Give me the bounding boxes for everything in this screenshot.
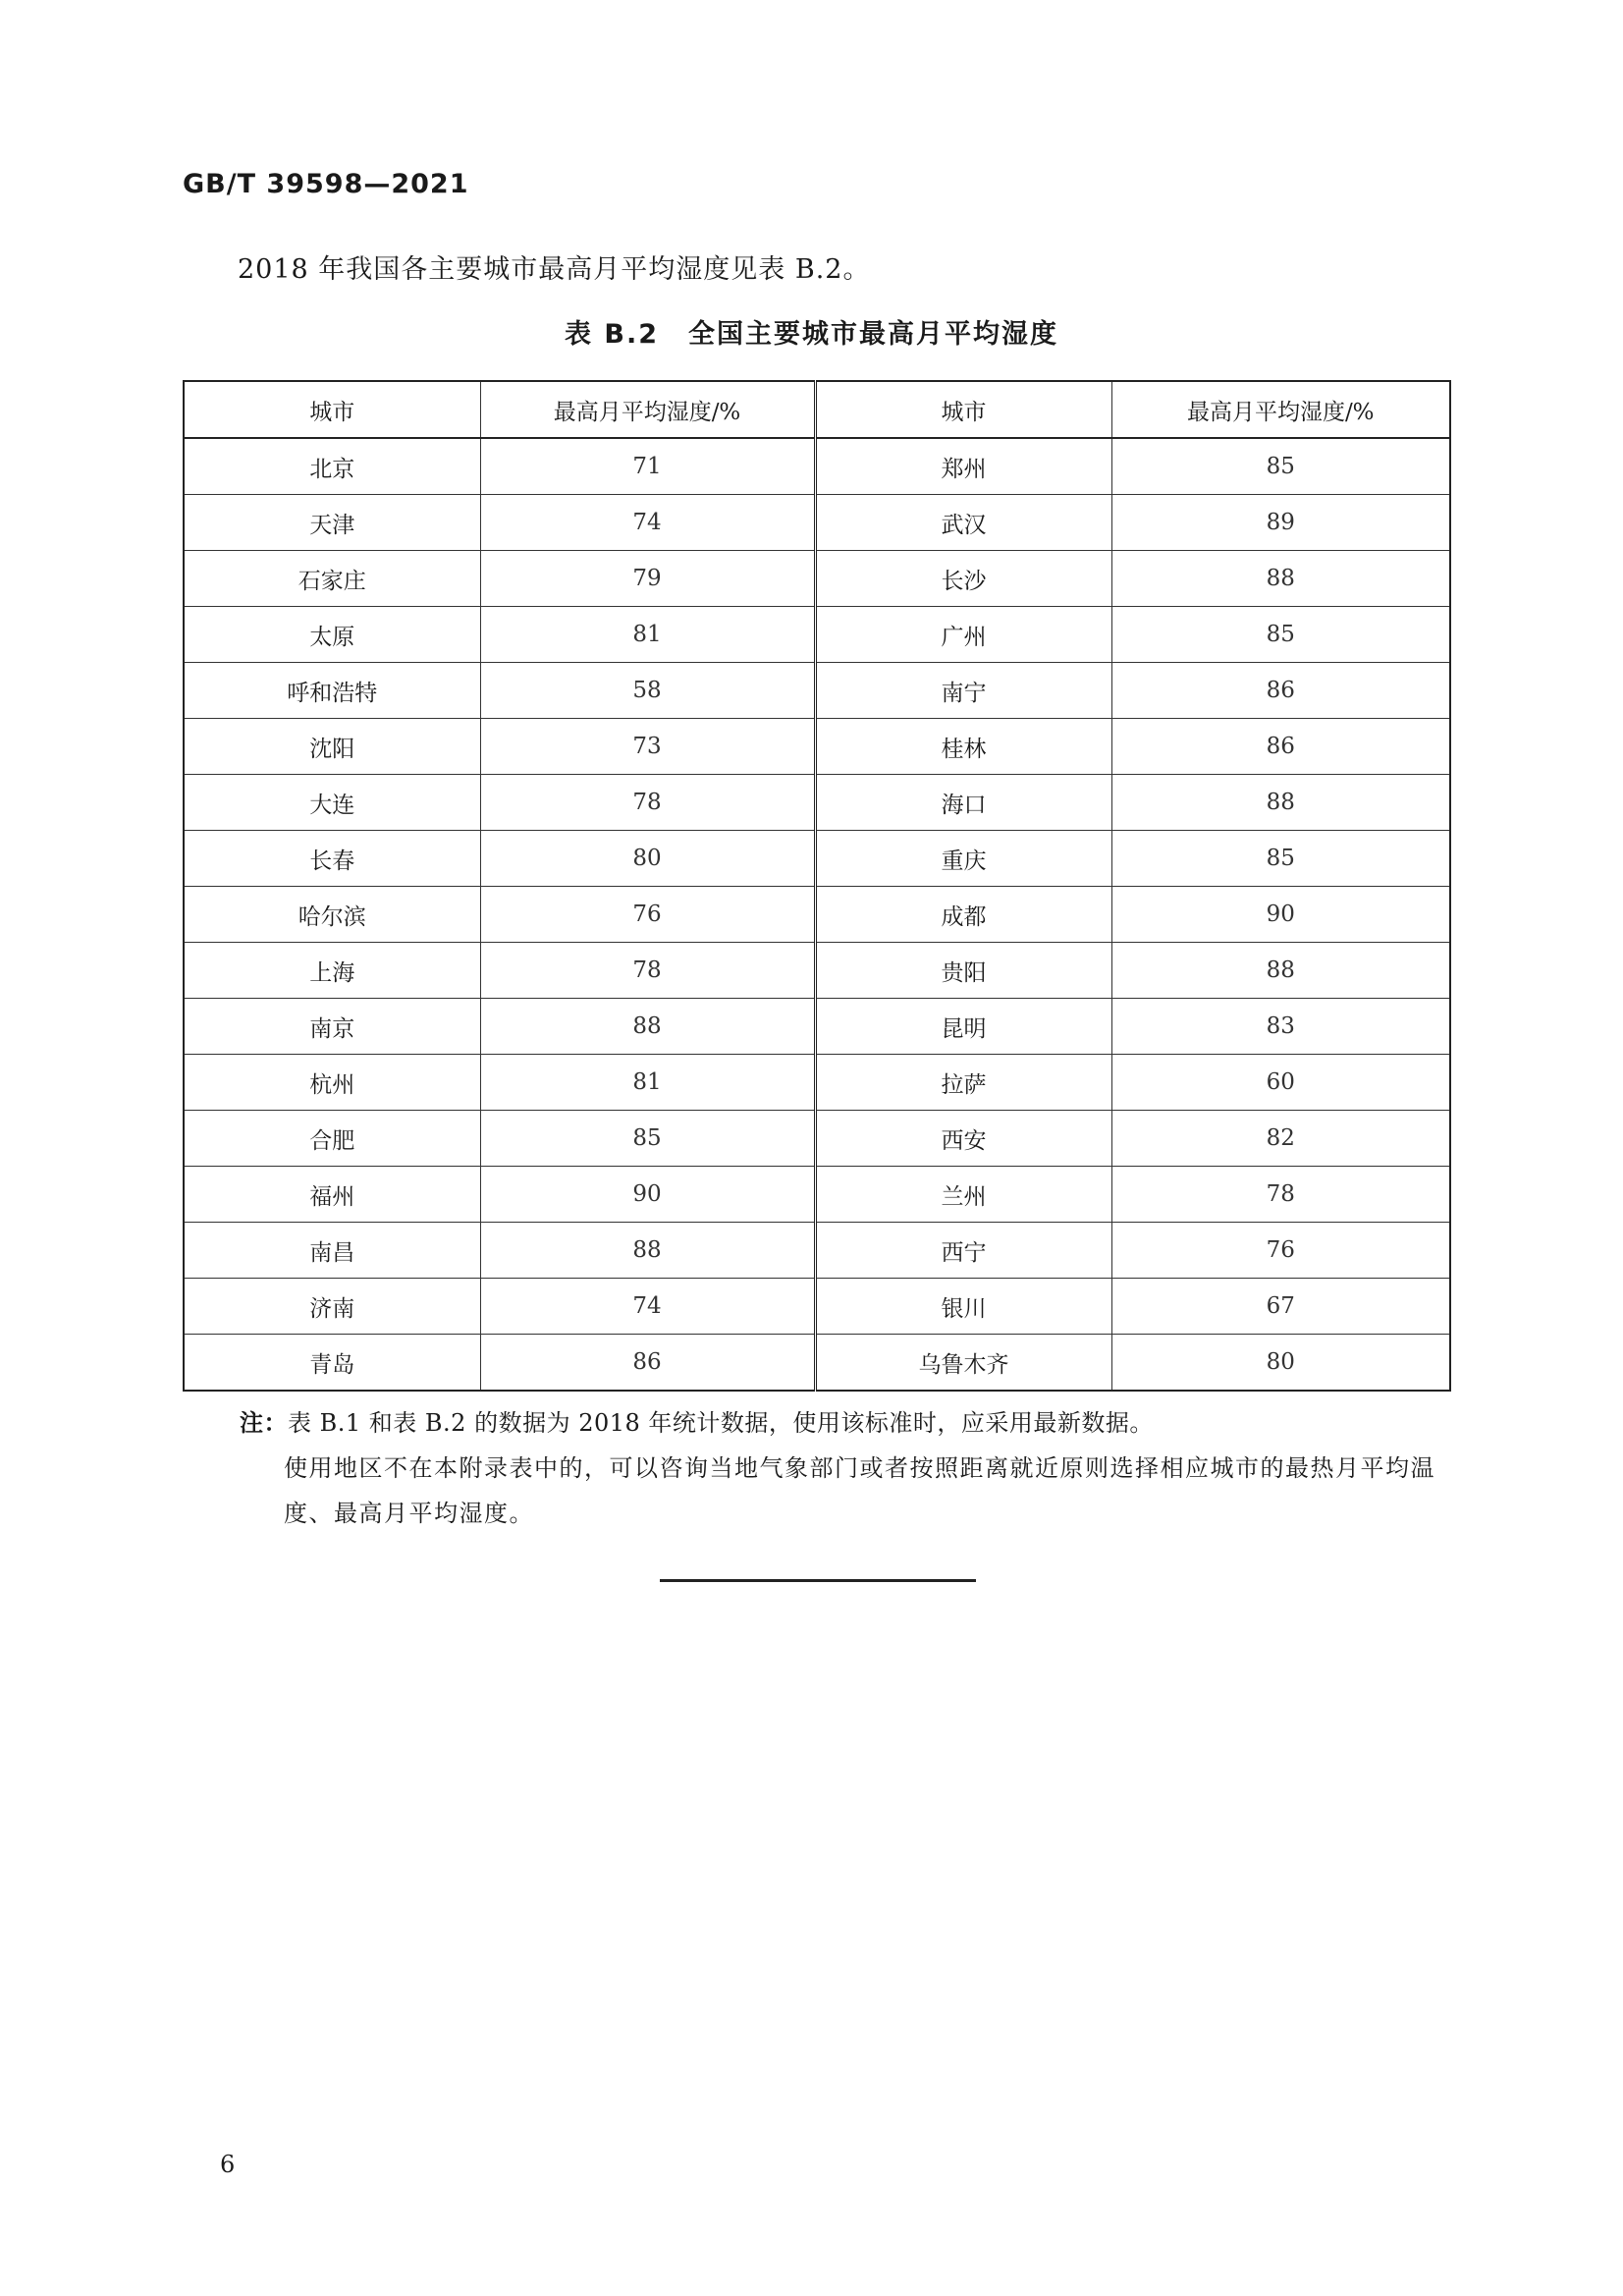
humidity-value-cell: 78 (1111, 1167, 1450, 1223)
humidity-value-cell: 60 (1111, 1055, 1450, 1111)
table-caption-label: 表 B.2 (564, 319, 660, 350)
city-cell: 西安 (815, 1111, 1111, 1167)
city-cell: 西宁 (815, 1223, 1111, 1279)
city-cell: 太原 (184, 607, 480, 663)
header-humidity: 最高月平均湿度/% (1111, 381, 1450, 438)
humidity-value-cell: 58 (480, 663, 815, 719)
standard-id-header: GB/T 39598—2021 (183, 169, 469, 199)
city-cell: 大连 (184, 775, 480, 831)
city-cell: 兰州 (815, 1167, 1111, 1223)
header-city: 城市 (184, 381, 480, 438)
header-city: 城市 (815, 381, 1111, 438)
humidity-value-cell: 81 (480, 1055, 815, 1111)
table-caption-title: 全国主要城市最高月平均湿度 (688, 319, 1059, 350)
humidity-value-cell: 86 (1111, 719, 1450, 775)
table-header-row (184, 381, 1450, 438)
table-row (184, 775, 1450, 831)
city-cell: 济南 (184, 1279, 480, 1335)
table-row (184, 438, 1450, 495)
table-row (184, 551, 1450, 607)
city-cell: 天津 (184, 495, 480, 551)
city-cell: 呼和浩特 (184, 663, 480, 719)
humidity-table (183, 380, 1451, 1392)
city-cell: 乌鲁木齐 (815, 1335, 1111, 1392)
table-row (184, 1055, 1450, 1111)
city-cell: 重庆 (815, 831, 1111, 887)
note-line-2: 使用地区不在本附录表中的，可以咨询当地气象部门或者按照距离就近原则选择相应城市的最热月平均温度、最高月平均湿度。 (284, 1454, 1435, 1527)
humidity-value-cell: 83 (1111, 999, 1450, 1055)
humidity-value-cell: 88 (1111, 775, 1450, 831)
city-cell: 合肥 (184, 1111, 480, 1167)
humidity-value-cell: 76 (480, 887, 815, 943)
city-cell: 杭州 (184, 1055, 480, 1111)
humidity-value-cell: 88 (480, 1223, 815, 1279)
city-cell: 石家庄 (184, 551, 480, 607)
humidity-value-cell: 78 (480, 775, 815, 831)
city-cell: 南昌 (184, 1223, 480, 1279)
humidity-value-cell: 71 (480, 438, 815, 495)
humidity-value-cell: 82 (1111, 1111, 1450, 1167)
table-row (184, 495, 1450, 551)
city-cell: 广州 (815, 607, 1111, 663)
humidity-value-cell: 90 (480, 1167, 815, 1223)
city-cell: 长春 (184, 831, 480, 887)
humidity-value-cell: 76 (1111, 1223, 1450, 1279)
page-number: 6 (220, 2151, 236, 2178)
city-cell: 北京 (184, 438, 480, 495)
humidity-value-cell: 73 (480, 719, 815, 775)
city-cell: 福州 (184, 1167, 480, 1223)
city-cell: 哈尔滨 (184, 887, 480, 943)
table-row (184, 1167, 1450, 1223)
table-row (184, 831, 1450, 887)
city-cell: 长沙 (815, 551, 1111, 607)
city-cell: 南宁 (815, 663, 1111, 719)
humidity-value-cell: 88 (480, 999, 815, 1055)
note-label: 注： (240, 1409, 288, 1437)
city-cell: 南京 (184, 999, 480, 1055)
table-caption (0, 312, 1623, 351)
humidity-value-cell: 78 (480, 943, 815, 999)
city-cell: 海口 (815, 775, 1111, 831)
city-cell: 桂林 (815, 719, 1111, 775)
humidity-value-cell: 85 (480, 1111, 815, 1167)
note-line-1: 表 B.1 和表 B.2 的数据为 2018 年统计数据，使用该标准时，应采用最新数据。 (288, 1409, 1154, 1437)
table-row (184, 1279, 1450, 1335)
humidity-value-cell: 85 (1111, 831, 1450, 887)
humidity-value-cell: 81 (480, 607, 815, 663)
humidity-value-cell: 80 (1111, 1335, 1450, 1392)
city-cell: 沈阳 (184, 719, 480, 775)
humidity-value-cell: 67 (1111, 1279, 1450, 1335)
humidity-value-cell: 74 (480, 495, 815, 551)
humidity-value-cell: 88 (1111, 551, 1450, 607)
table-row (184, 999, 1450, 1055)
humidity-value-cell: 86 (480, 1335, 815, 1392)
city-cell: 上海 (184, 943, 480, 999)
table-row (184, 887, 1450, 943)
humidity-value-cell: 88 (1111, 943, 1450, 999)
table-row (184, 663, 1450, 719)
table-row (184, 719, 1450, 775)
table-row (184, 607, 1450, 663)
table-row (184, 1111, 1450, 1167)
humidity-value-cell: 86 (1111, 663, 1450, 719)
humidity-value-cell: 85 (1111, 438, 1450, 495)
humidity-value-cell: 80 (480, 831, 815, 887)
city-cell: 贵阳 (815, 943, 1111, 999)
city-cell: 成都 (815, 887, 1111, 943)
table-row (184, 1223, 1450, 1279)
table-row (184, 1335, 1450, 1392)
city-cell: 武汉 (815, 495, 1111, 551)
city-cell: 郑州 (815, 438, 1111, 495)
city-cell: 拉萨 (815, 1055, 1111, 1111)
humidity-value-cell: 90 (1111, 887, 1450, 943)
city-cell: 青岛 (184, 1335, 480, 1392)
table-row (184, 943, 1450, 999)
humidity-value-cell: 85 (1111, 607, 1450, 663)
humidity-value-cell: 89 (1111, 495, 1450, 551)
city-cell: 银川 (815, 1279, 1111, 1335)
city-cell: 昆明 (815, 999, 1111, 1055)
end-rule (660, 1579, 976, 1582)
humidity-value-cell: 74 (480, 1279, 815, 1335)
intro-paragraph: 2018 年我国各主要城市最高月平均湿度见表 B.2。 (238, 254, 871, 285)
header-humidity: 最高月平均湿度/% (480, 381, 815, 438)
table-note (240, 1400, 1449, 1536)
humidity-value-cell: 79 (480, 551, 815, 607)
